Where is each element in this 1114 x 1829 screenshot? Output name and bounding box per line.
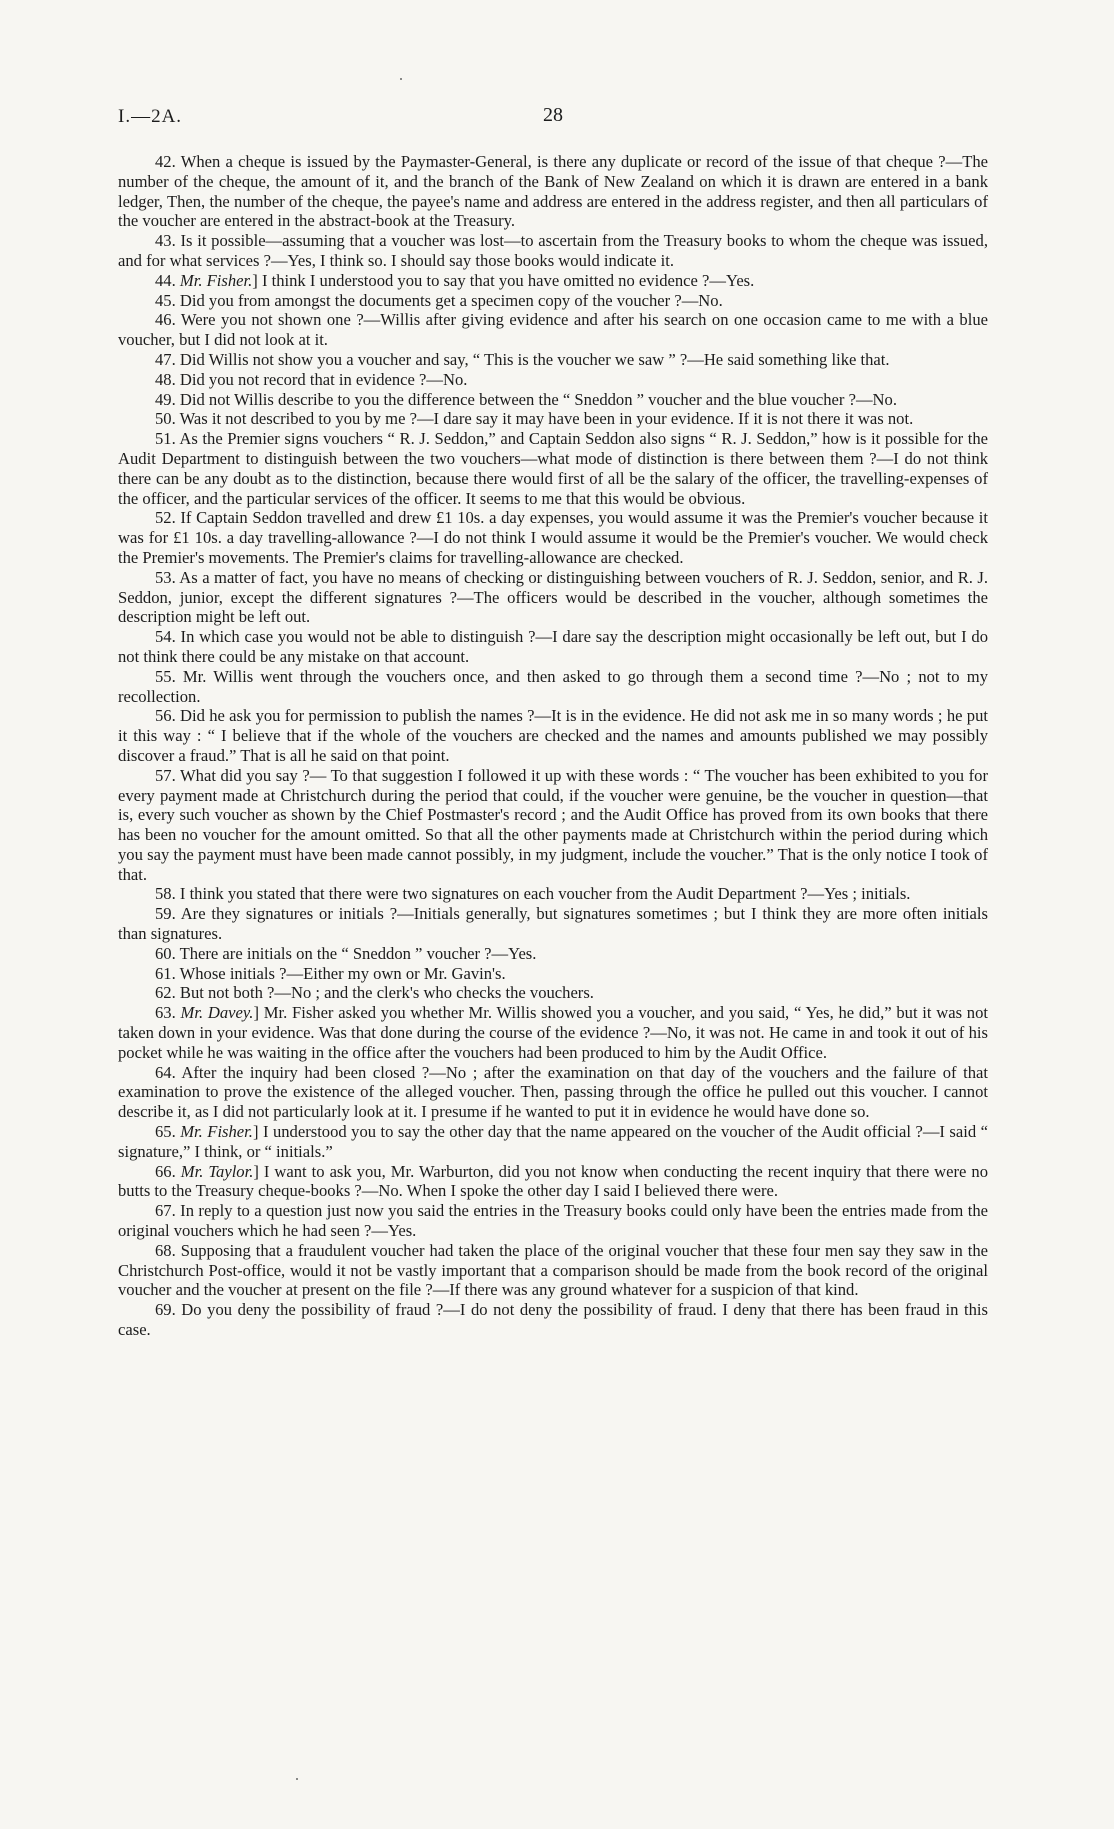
paragraph-text: 60. There are initials on the “ Sneddon ” voucher ?—Yes. — [155, 943, 537, 963]
page-number: 28 — [543, 104, 563, 126]
paragraph-text: 45. Did you from amongst the documents get a specimen copy of the voucher ?—No. — [155, 290, 723, 310]
evidence-paragraph — [118, 508, 988, 567]
evidence-paragraph — [118, 1162, 988, 1202]
paragraph-text: ] I understood you to say the other day that the name appeared on the voucher of the Audit official ?—I said “ signature,” I think, or “ initials.” — [118, 1122, 988, 1161]
evidence-paragraph — [118, 667, 988, 707]
paragraph-text: 53. As a matter of fact, you have no means of checking or distinguishing between vouchers of R. J. Seddon, senior, and R. J. Seddon, junior, except the different signatures ?—The officers would be described in the voucher, although sometimes the description might be left out. — [118, 567, 988, 627]
question-number: 66. — [155, 1161, 181, 1181]
evidence-paragraph — [118, 1300, 988, 1340]
paragraph-text: 57. What did you say ?— To that suggestion I followed it up with these words : “ The voucher has been exhibited to you for every payment made at Christchurch during the period that could, if the voucher were genuine, be the voucher in question—that is, every such voucher as shown by the Chief Postmaster's record ; and the Audit Office has proved from its own books that there has been no voucher for the amount omitted. So that all the other payments made at Christchurch within the period during which you say the payment must have been made cannot possibly, in my judgment, include the voucher.” That is the only notice I took of that. — [118, 765, 988, 884]
paragraph-text: 54. In which case you would not be able to distinguish ?—I dare say the description might occasionally be left out, but I do not think there could be any mistake on that account. — [118, 627, 988, 666]
paragraph-text: 58. I think you stated that there were two signatures on each voucher from the Audit Department ?—Yes ; initials. — [155, 884, 911, 904]
evidence-paragraph — [118, 904, 988, 944]
evidence-paragraph — [118, 766, 988, 885]
speaker-name: Mr. Taylor. — [180, 1161, 254, 1181]
evidence-paragraph — [118, 271, 988, 291]
paragraph-text: 56. Did he ask you for permission to publish the names ?—It is in the evidence. He did not ask me in so many words ; he put it this way : “ I believe that if the whole of the vouchers are checked and the names and amounts published we may possibly discover a fraud.” That is all he said on that point. — [118, 706, 988, 765]
evidence-paragraph — [118, 884, 988, 904]
paragraph-text: 48. Did you not record that in evidence ?—No. — [155, 369, 468, 389]
page-header — [118, 100, 988, 136]
paragraph-text: 59. Are they signatures or initials ?—Initials generally, but signatures sometimes ; but I think they are more often initials than signatures. — [118, 904, 988, 944]
evidence-paragraph — [118, 429, 988, 508]
evidence-paragraph — [118, 231, 988, 271]
paragraph-text: 47. Did Willis not show you a voucher and say, “ This is the voucher we saw ” ?—He said something like that. — [155, 349, 890, 369]
evidence-paragraph — [118, 1241, 988, 1300]
evidence-paragraph — [118, 983, 988, 1003]
paragraph-text: 50. Was it not described to you by me ?—I dare say it may have been in your evidence. If it is not there it was not. — [155, 409, 914, 429]
evidence-paragraph — [118, 944, 988, 964]
paragraph-text: ] I think I understood you to say that you have omitted no evidence ?—Yes. — [252, 270, 755, 290]
question-number: 65. — [155, 1122, 181, 1142]
speaker-name: Mr. Davey. — [180, 1003, 254, 1023]
evidence-paragraph — [118, 964, 988, 984]
evidence-entries — [118, 152, 988, 1340]
evidence-paragraph — [118, 152, 988, 231]
evidence-paragraph — [118, 1003, 988, 1062]
paragraph-text: 51. As the Premier signs vouchers “ R. J. Seddon,” and Captain Seddon also signs “ R. J. Seddon,” how is it possible for the Audit Department to distinguish between the two vouchers—what mode of distinction is there between them ?—I do not think there can be any doubt as to the distinction, because there would first of all be the salary of the officer, the travelling-expenses of the officer, and the particular services of the officer. It seems to me that this would be obvious. — [118, 429, 988, 508]
paragraph-text: 67. In reply to a question just now you said the entries in the Treasury books could only have been the entries made from the original vouchers which he had seen ?—Yes. — [118, 1201, 988, 1241]
speck-bottom — [296, 1778, 298, 1780]
evidence-paragraph — [118, 1063, 988, 1122]
evidence-paragraph — [118, 568, 988, 627]
evidence-paragraph — [118, 1201, 988, 1241]
speck-top — [400, 78, 402, 80]
evidence-paragraph — [118, 390, 988, 410]
speaker-name: Mr. Fisher. — [180, 1122, 253, 1142]
evidence-paragraph — [118, 310, 988, 350]
question-number: 63. — [155, 1003, 181, 1023]
paragraph-text: 64. After the inquiry had been closed ?—No ; after the examination on that day of the vouchers and the failure of that examination to prove the existence of the alleged voucher. Then, passing through the office he pulled out this voucher. I cannot describe it, as I did not particularly look at it. I presume if he wanted to put it in evidence he would have done so. — [118, 1062, 988, 1122]
document-page — [118, 100, 988, 1340]
paragraph-text: 68. Supposing that a fraudulent voucher had taken the place of the original voucher that these four men say they saw in the Christchurch Post-office, would it not be vastly important that a comparison should be made from the book record of the original voucher and the voucher at present on the file ?—If there was any ground whatever for a suspicion of that kind. — [118, 1240, 988, 1300]
speaker-name: Mr. Fisher. — [179, 270, 253, 290]
paragraph-text: 46. Were you not shown one ?—Willis after giving evidence and after his search on one occasion came to me with a blue voucher, but I did not look at it. — [118, 310, 988, 350]
evidence-paragraph — [118, 291, 988, 311]
paragraph-text: 55. Mr. Willis went through the vouchers once, and then asked to go through them a second time ?—No ; not to my recollection. — [118, 666, 988, 706]
paragraph-text: 52. If Captain Seddon travelled and drew £1 10s. a day expenses, you would assume it was the Premier's voucher because it was for £1 10s. a day travelling-allowance ?—I do not think I would assume it would be the Premier's voucher. We would check the Premier's movements. The Premier's claims for travelling-allowance are checked. — [118, 508, 988, 567]
question-number: 44. — [155, 270, 180, 290]
document-reference: I.—2A. — [118, 106, 183, 127]
evidence-paragraph — [118, 627, 988, 667]
evidence-paragraph — [118, 1122, 988, 1162]
paragraph-text: 62. But not both ?—No ; and the clerk's who checks the vouchers. — [155, 983, 594, 1003]
paragraph-text: 43. Is it possible—assuming that a voucher was lost—to ascertain from the Treasury books to whom the cheque was issued, and for what services ?—Yes, I think so. I should say those books would indicate it. — [118, 231, 988, 270]
evidence-paragraph — [118, 370, 988, 390]
evidence-paragraph — [118, 350, 988, 370]
paragraph-text: 42. When a cheque is issued by the Paymaster-General, is there any duplicate or record of the issue of that cheque ?—The number of the cheque, the amount of it, and the branch of the Bank of New Zealand on which it is drawn are entered in a bank ledger, Then, the number of the cheque, the payee's name and address are entered in the address register, and then all particulars of the voucher are entered in the abstract-book at the Treasury. — [118, 152, 988, 231]
paragraph-text: 49. Did not Willis describe to you the difference between the “ Sneddon ” voucher and the blue voucher ?—No. — [155, 389, 897, 409]
paragraph-text: ] Mr. Fisher asked you whether Mr. Willis showed you a voucher, and you said, “ Yes, he did,” but it was not taken down in your evidence. Was that done during the course of the evidence ?—No, it was not. He came in and took it out of his pocket while he was waiting in the office after the vouchers had been produced to him by the Audit Office. — [118, 1003, 989, 1062]
evidence-paragraph — [118, 409, 988, 429]
paragraph-text: 69. Do you deny the possibility of fraud ?—I do not deny the possibility of fraud. I deny that there has been fraud in this case. — [118, 1300, 988, 1340]
evidence-paragraph — [118, 706, 988, 765]
paragraph-text: 61. Whose initials ?—Either my own or Mr. Gavin's. — [155, 963, 506, 983]
paragraph-text: ] I want to ask you, Mr. Warburton, did you not know when conducting the recent inquiry that there were no butts to the Treasury cheque-books ?—No. When I spoke the other day I said I believed there were. — [118, 1161, 989, 1201]
